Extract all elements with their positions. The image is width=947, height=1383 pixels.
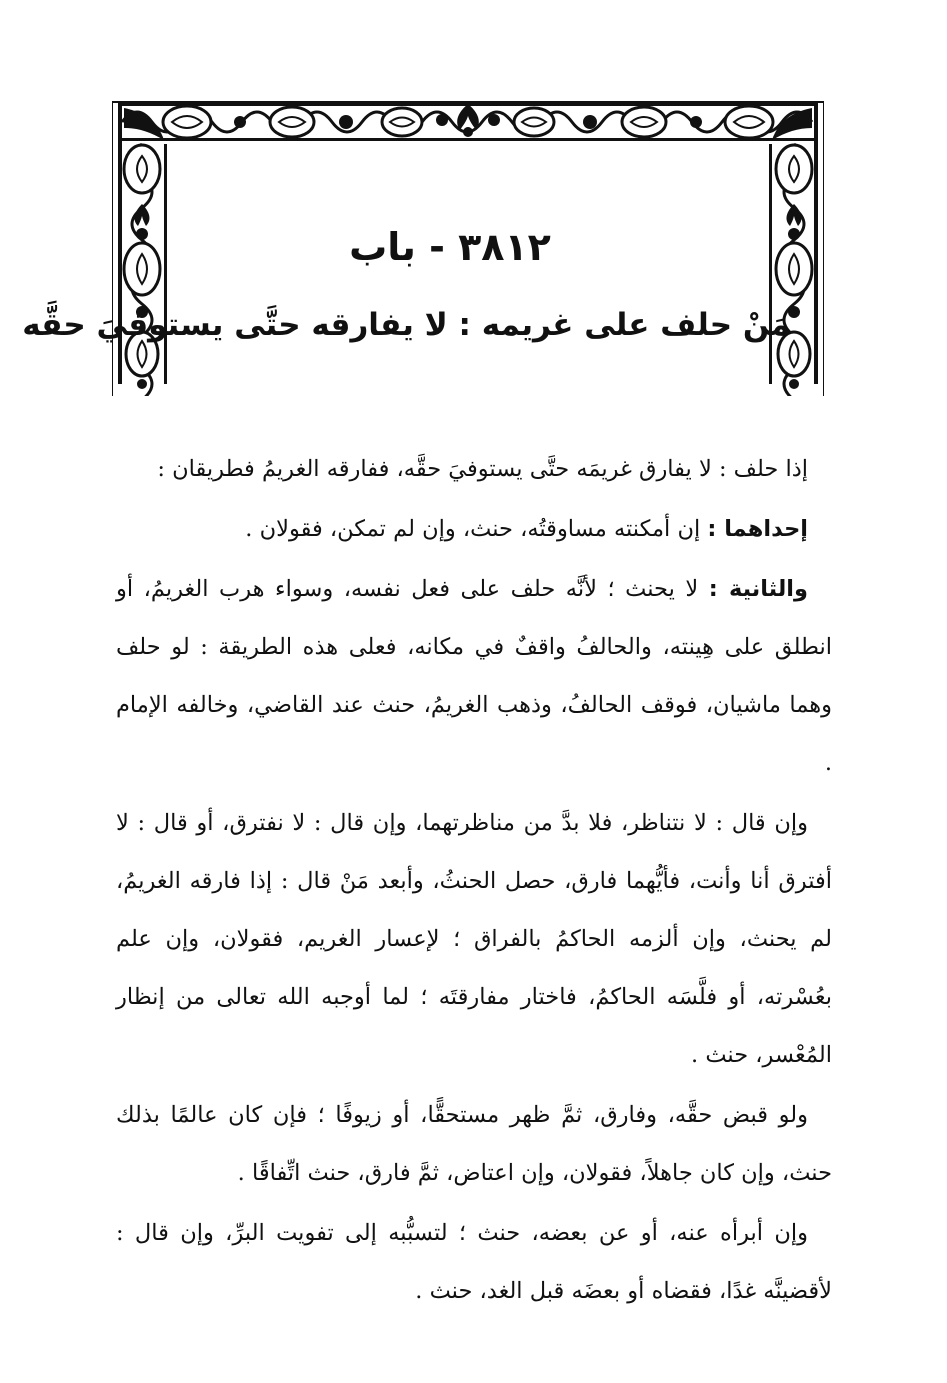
paragraph-text: ولو قبض حقَّه، وفارق، ثمَّ ظهر مستحقًّا، أو زيوفًا ؛ فإن كان عالمًا بذلك حنث، وإن كان جاهلاً، فقولان، وإن اعتاض، ثمَّ فارق، حنث اتِّفاقًا .: [116, 1102, 832, 1186]
paragraph-lead: والثانية :: [708, 576, 808, 602]
body-text: [116, 440, 832, 1320]
paragraph-lead: إحداهما :: [707, 516, 808, 542]
chapter-number: ٣٨١٢ - باب: [349, 225, 551, 269]
paragraph-1: [116, 440, 832, 498]
paragraph-text: وإن قال : لا نتناظر، فلا بدَّ من مناظرتهما، وإن قال : لا نفترق، أو قال : لا أفترق أنا وأنت، فأيُّهما فارق، حصل الحنثُ، وأبعد مَنْ قال : إذا فارقه الغريمُ، لم يحنث، وإن ألزمه الحاكمُ بالفراق ؛ لإعسار الغريم، فقولان، وإن علم بعُسْرته، أو فلَّسَه الحاكمُ، فاختار مفارقتَه ؛ لما أوجبه الله تعالى من إنظار المُعْسر، حنث .: [116, 810, 832, 1068]
paragraph-3: [116, 560, 832, 792]
paragraph-text: لا يحنث ؛ لأنَّه حلف على فعل نفسه، وسواء هرب الغريمُ، أو انطلق على هِينته، والحالفُ واقفٌ في مكانه، فعلى هذه الطريقة : لو حلف وهما ماشيان، فوقف الحالفُ، وذهب الغريمُ، حنث عند القاضي، وخالفه الإمام .: [116, 576, 832, 776]
chapter-title: مَنْ حلف على غريمه : لا يفارقه حتَّى يستوفيَ حقَّه: [22, 307, 790, 343]
paragraph-5: [116, 1086, 832, 1202]
paragraph-4: [116, 794, 832, 1084]
paragraph-text: إذا حلف : لا يفارق غريمَه حتَّى يستوفيَ حقَّه، ففارقه الغريمُ فطريقان :: [157, 456, 808, 482]
paragraph-2: [116, 500, 832, 558]
paragraph-text: وإن أبرأه عنه، أو عن بعضه، حنث ؛ لتسبُّبه إلى تفويت البرِّ، وإن قال : لأقضينَّه غدًا، فقضاه أو بعضَه قبل الغد، حنث .: [116, 1220, 832, 1304]
paragraph-text: إن أمكنته مساوقتُه، حنث، وإن لم تمكن، فقولان .: [245, 516, 708, 542]
paragraph-6: [116, 1204, 832, 1320]
